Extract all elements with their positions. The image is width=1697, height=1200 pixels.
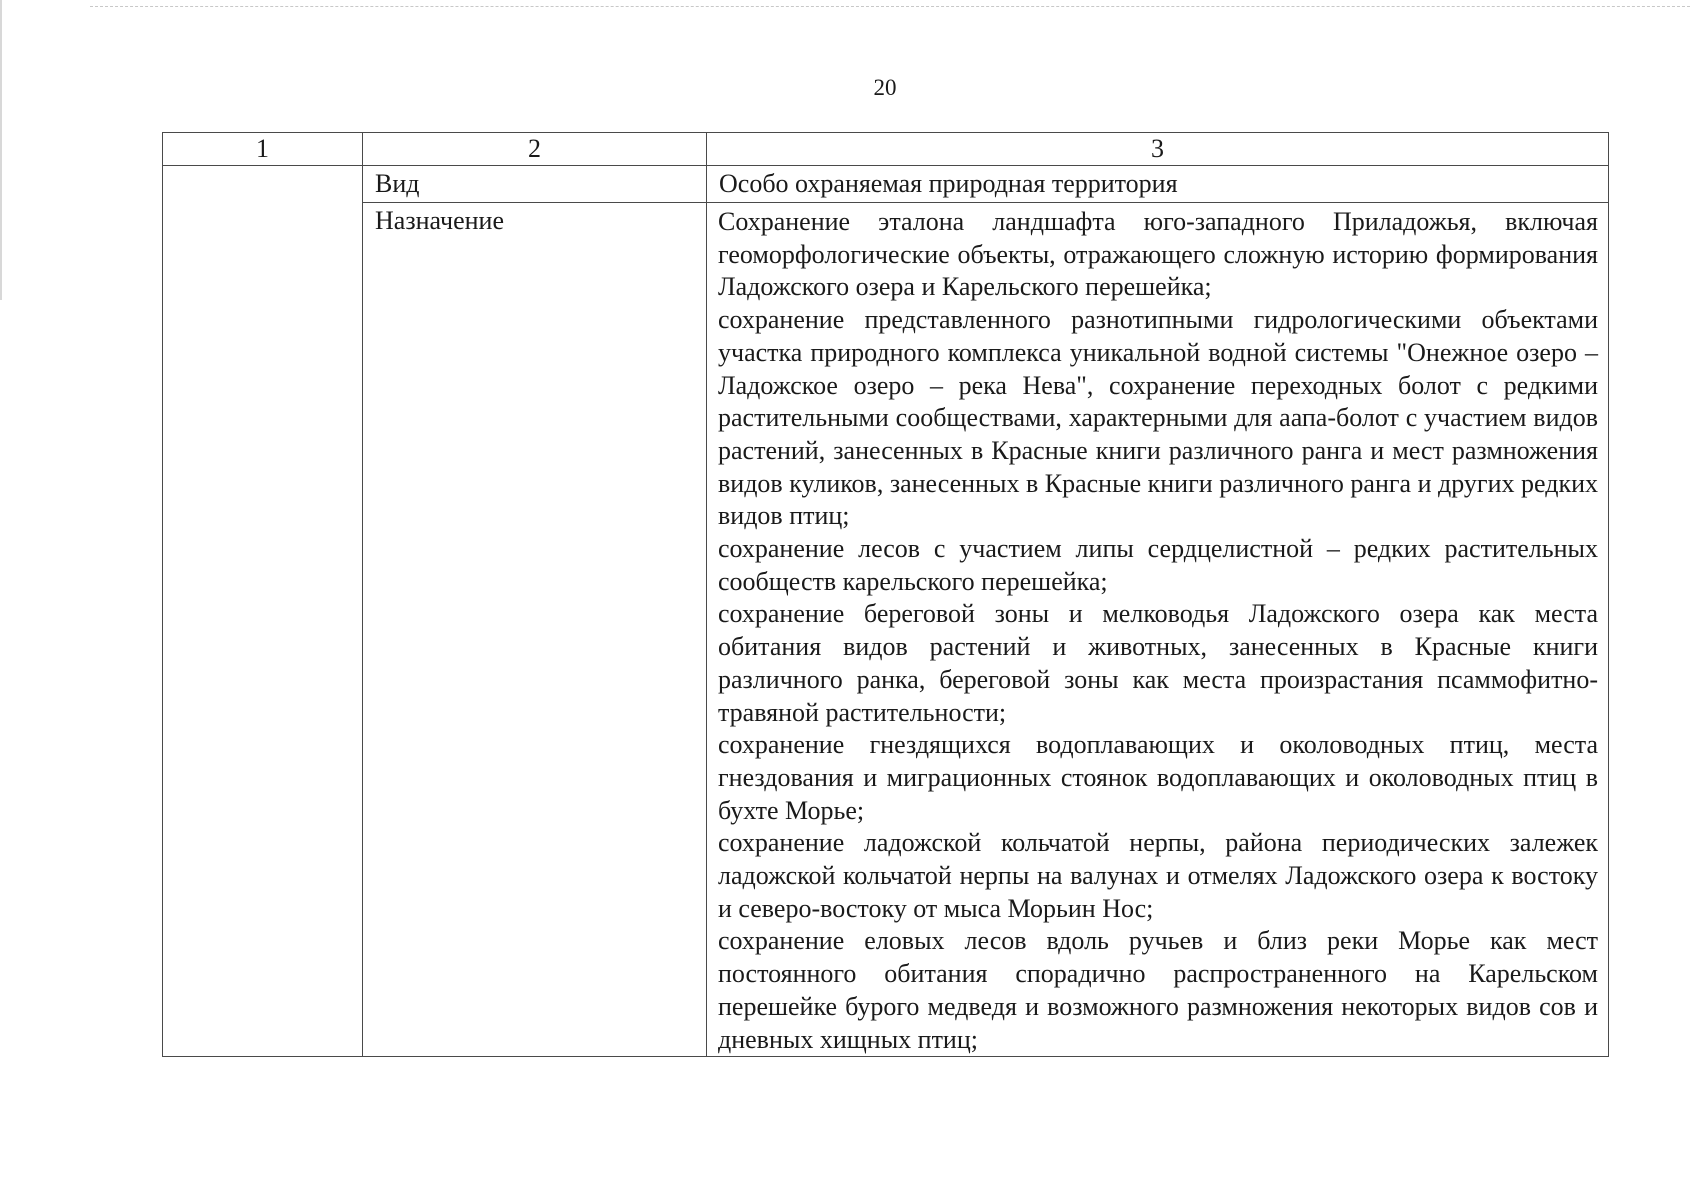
purpose-paragraph: Сохранение эталона ландшафта юго-западного Приладожья, включая геоморфологические объекты, отражающего сложную историю формирования Ладожского озера и Карельского перешейка; <box>718 207 1598 302</box>
table-header-row <box>163 133 1609 166</box>
document-table <box>162 132 1609 1057</box>
purpose-paragraph: сохранение ладожской кольчатой нерпы, района периодических залежек ладожской кольчатой нерпы на валунах и отмелях Ладожского озера к востоку и северо-востоку от мыса Морьин Нос; <box>718 828 1598 923</box>
scan-edge-line <box>90 6 1690 7</box>
row-label-purpose: Назначение <box>363 203 707 1057</box>
row-label-kind: Вид <box>363 166 707 203</box>
column-header-3: 3 <box>707 133 1609 166</box>
scan-left-edge <box>0 0 2 300</box>
purpose-paragraph: сохранение еловых лесов вдоль ручьев и близ реки Морье как мест постоянного обитания спорадично распространенного на Карельском перешейке бурого медведя и возможного размножения некоторых видов сов и дневных хищных птиц; <box>718 926 1598 1054</box>
row-number-cell <box>163 166 363 1057</box>
table-row <box>163 166 1609 203</box>
purpose-paragraph: сохранение береговой зоны и мелководья Ладожского озера как места обитания видов растений и животных, занесенных в Красные книги различного ранка, береговой зоны как места произрастания псаммофитно-травяной растительности; <box>718 599 1598 727</box>
purpose-paragraph: сохранение представленного разнотипными гидрологическими объектами участка природного комплекса уникальной водной системы "Онежное озеро – Ладожское озеро – река Нева", сохранение переходных болот с редкими растительными сообществами, характерными для аапа-болот с участием видов растений, занесенных в Красные книги различного ранга и мест размножения видов куликов, занесенных в Красные книги различного ранга и других редких видов птиц; <box>718 305 1598 531</box>
row-value-kind: Особо охраняемая природная территория <box>707 166 1609 203</box>
purpose-paragraph: сохранение лесов с участием липы сердцелистной – редких растительных сообществ карельского перешейка; <box>718 534 1598 596</box>
page-number: 20 <box>873 75 897 100</box>
row-value-purpose <box>707 203 1609 1057</box>
column-header-2: 2 <box>363 133 707 166</box>
column-header-1: 1 <box>163 133 363 166</box>
purpose-paragraph: сохранение гнездящихся водоплавающих и околоводных птиц, места гнездования и миграционных стоянок водоплавающих и околоводных птиц в бухте Морье; <box>718 730 1598 825</box>
table-row <box>163 203 1609 1057</box>
